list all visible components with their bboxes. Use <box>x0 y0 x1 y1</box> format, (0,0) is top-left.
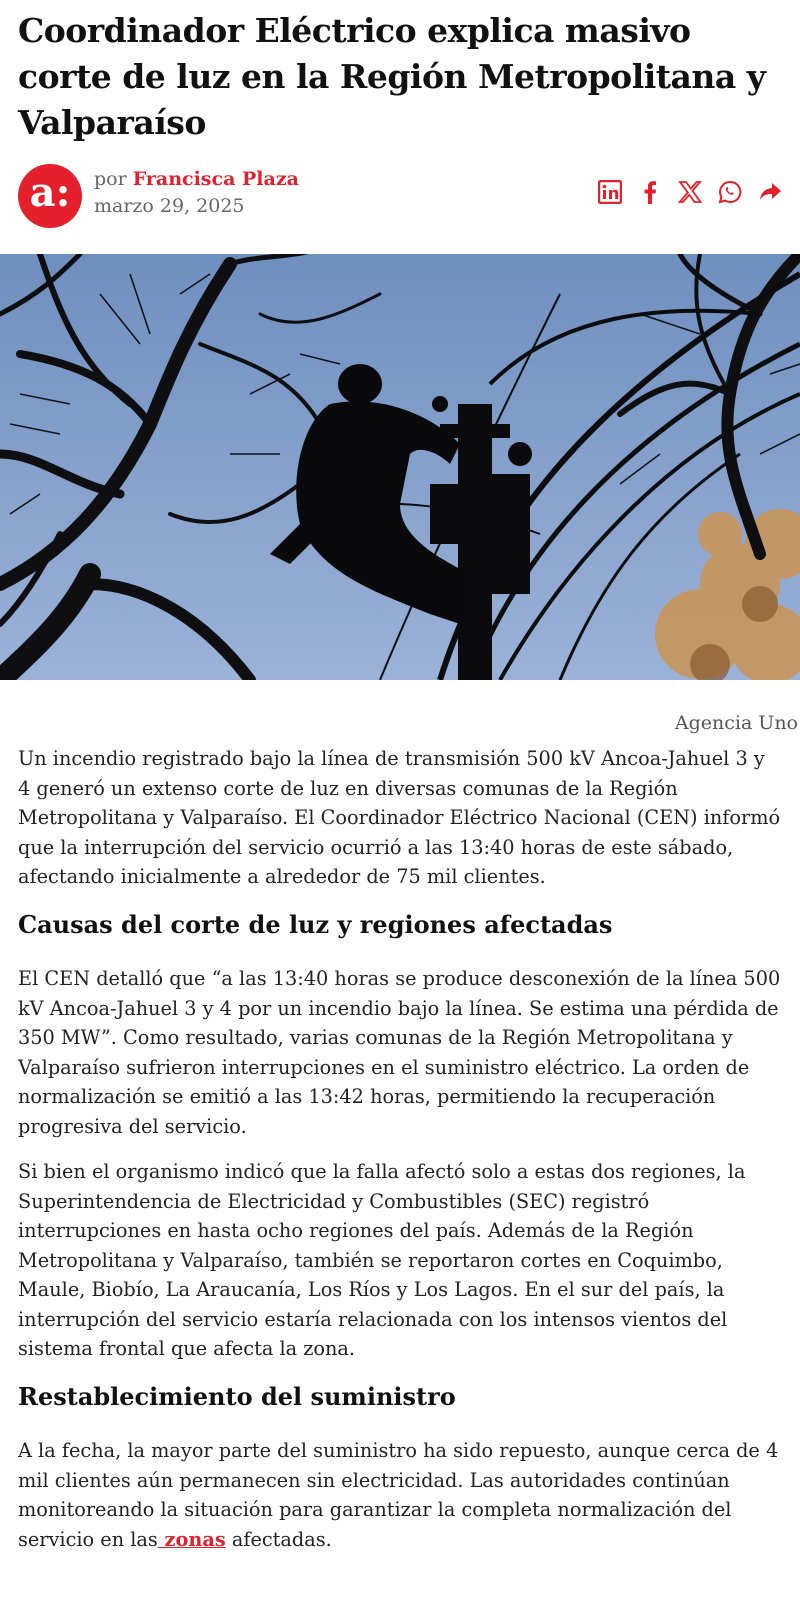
paragraph-4-end: afectadas. <box>225 1527 332 1551</box>
x-icon[interactable] <box>678 180 702 204</box>
facebook-icon[interactable] <box>638 180 662 204</box>
publish-date: marzo 29, 2025 <box>94 195 245 217</box>
byline-meta <box>94 166 299 220</box>
paragraph-4-text: A la fecha, la mayor parte del suministro ha sido repuesto, aunque cerca de 4 mil clientes aún permanecen sin electricidad. Las autoridades continúan monitoreando la situación para garantizar la completa normalización del servicio en las <box>18 1439 779 1551</box>
share-bar <box>598 180 782 204</box>
publisher-logo[interactable]: a: <box>18 164 82 228</box>
image-credit: Agencia Uno <box>674 712 798 734</box>
paragraph-2: El CEN detalló que “a las 13:40 horas se produce desconexión de la línea 500 kV Ancoa-Jahuel 3 y 4 por un incendio bajo la línea. Se estima una pérdida de 350 MW”. Como resultado, varias comunas de la Región Metropolitana y Valparaíso sufrieron interrupciones en el suministro eléctrico. La orden de normalización se emitió a las 13:42 horas, permitiendo la recuperación progresiva del servicio. <box>18 967 781 1138</box>
whatsapp-icon[interactable] <box>718 180 742 204</box>
paragraph-4 <box>18 1436 782 1554</box>
share-icon[interactable] <box>758 180 782 204</box>
paragraph-1: Un incendio registrado bajo la línea de transmisión 500 kV Ancoa-Jahuel 3 y 4 generó un extenso corte de luz en diversas comunas de la Región Metropolitana y Valparaíso. El Coordinador Eléctrico Nacional (CEN) informó que la interrupción del servicio ocurrió a las 13:40 horas de este sábado, afectando inicialmente a alrededor de 75 mil clientes. <box>18 747 781 888</box>
article-title: Coordinador Eléctrico explica masivo corte de luz en la Región Metropolitana y Valparaíso <box>18 11 766 142</box>
linkedin-icon[interactable] <box>598 180 622 204</box>
byline-prefix: por <box>94 168 133 190</box>
zonas-link[interactable]: zonas <box>157 1527 226 1551</box>
paragraph-3: Si bien el organismo indicó que la falla afectó solo a estas dos regiones, la Superintendencia de Electricidad y Combustibles (SEC) registró interrupciones en hasta ocho regiones del país. Además de la Región Metropolitana y Valparaíso, también se reportaron cortes en Coquimbo, Maule, Biobío, La Araucanía, Los Ríos y Los Lagos. En el sur del país, la interrupción del servicio estaría relacionada con los intensos vientos del sistema frontal que afecta la zona. <box>18 1160 746 1360</box>
heading-causas: Causas del corte de luz y regiones afectadas <box>18 910 613 939</box>
hero-image <box>0 254 800 680</box>
heading-restablecimiento: Restablecimiento del suministro <box>18 1382 456 1411</box>
author-link[interactable]: Francisca Plaza <box>132 168 299 190</box>
byline <box>18 162 782 228</box>
